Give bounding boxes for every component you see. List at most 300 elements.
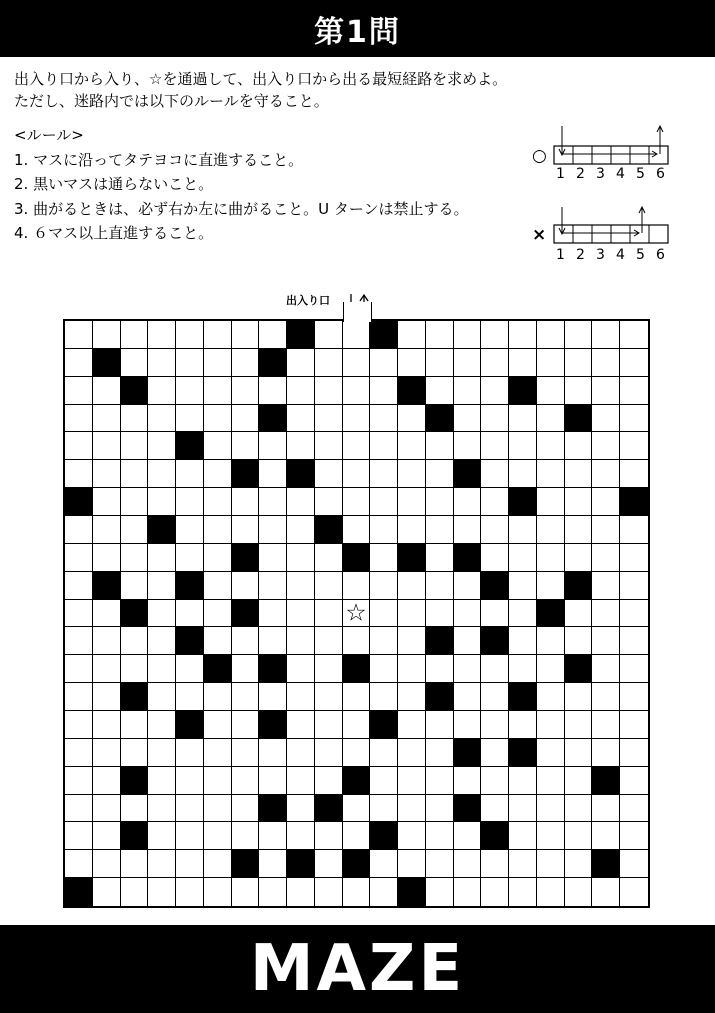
maze-cell[interactable]: [370, 600, 398, 628]
maze-cell[interactable]: [620, 516, 648, 544]
maze-cell[interactable]: [620, 627, 648, 655]
maze-cell[interactable]: [426, 377, 454, 405]
maze-cell[interactable]: [509, 544, 537, 572]
maze-cell[interactable]: [204, 460, 232, 488]
maze-cell[interactable]: [232, 432, 260, 460]
maze-cell[interactable]: [65, 711, 93, 739]
maze-cell[interactable]: [398, 711, 426, 739]
maze-cell[interactable]: [343, 349, 371, 377]
maze-cell[interactable]: [565, 600, 593, 628]
maze-cell[interactable]: [398, 572, 426, 600]
maze-cell[interactable]: [592, 572, 620, 600]
maze-cell[interactable]: [537, 878, 565, 906]
maze-cell[interactable]: [370, 850, 398, 878]
maze-cell[interactable]: [65, 795, 93, 823]
maze-cell[interactable]: [287, 544, 315, 572]
maze-cell[interactable]: [426, 432, 454, 460]
maze-cell[interactable]: [343, 377, 371, 405]
maze-cell[interactable]: [592, 432, 620, 460]
maze-cell[interactable]: [232, 878, 260, 906]
maze-cell[interactable]: [454, 488, 482, 516]
maze-cell[interactable]: [398, 488, 426, 516]
maze-cell[interactable]: [454, 349, 482, 377]
maze-cell[interactable]: [315, 627, 343, 655]
maze-cell[interactable]: [287, 572, 315, 600]
maze-cell[interactable]: [370, 516, 398, 544]
maze-cell[interactable]: [509, 627, 537, 655]
maze-cell[interactable]: [65, 516, 93, 544]
maze-cell[interactable]: [370, 405, 398, 433]
maze-cell[interactable]: [232, 822, 260, 850]
maze-cell[interactable]: [592, 683, 620, 711]
maze-cell[interactable]: [565, 627, 593, 655]
maze-cell[interactable]: [65, 683, 93, 711]
maze-cell[interactable]: [537, 655, 565, 683]
maze-cell[interactable]: [315, 544, 343, 572]
maze-cell[interactable]: [592, 627, 620, 655]
maze-cell[interactable]: [481, 739, 509, 767]
maze-cell[interactable]: [426, 349, 454, 377]
maze-cell[interactable]: [176, 321, 204, 349]
maze-cell[interactable]: [93, 739, 121, 767]
maze-cell[interactable]: [65, 600, 93, 628]
maze-cell[interactable]: [565, 683, 593, 711]
maze-cell[interactable]: [481, 516, 509, 544]
maze-cell[interactable]: [454, 850, 482, 878]
maze-cell[interactable]: [343, 822, 371, 850]
maze-cell[interactable]: [370, 572, 398, 600]
maze-cell[interactable]: [370, 460, 398, 488]
maze-cell[interactable]: [121, 739, 149, 767]
maze-cell[interactable]: [287, 349, 315, 377]
maze-cell[interactable]: [426, 516, 454, 544]
maze-cell[interactable]: [537, 627, 565, 655]
maze-cell[interactable]: [287, 878, 315, 906]
maze-cell[interactable]: [204, 767, 232, 795]
maze-cell[interactable]: [65, 460, 93, 488]
maze-cell[interactable]: [620, 878, 648, 906]
maze-cell[interactable]: [398, 432, 426, 460]
maze-cell[interactable]: [121, 405, 149, 433]
maze-cell[interactable]: [370, 544, 398, 572]
maze-cell[interactable]: [481, 377, 509, 405]
maze-cell[interactable]: [315, 850, 343, 878]
maze-cell[interactable]: [509, 460, 537, 488]
maze-cell[interactable]: [592, 488, 620, 516]
maze-cell[interactable]: [148, 544, 176, 572]
maze-cell[interactable]: [259, 432, 287, 460]
maze-cell[interactable]: [287, 822, 315, 850]
maze-cell[interactable]: [481, 767, 509, 795]
maze-cell[interactable]: [509, 655, 537, 683]
maze-cell[interactable]: [592, 349, 620, 377]
maze-cell[interactable]: [537, 460, 565, 488]
maze-cell[interactable]: [204, 795, 232, 823]
maze-cell[interactable]: [204, 488, 232, 516]
maze-cell[interactable]: [287, 739, 315, 767]
maze-cell[interactable]: [509, 349, 537, 377]
maze-cell[interactable]: [481, 878, 509, 906]
maze-cell[interactable]: [565, 878, 593, 906]
maze-cell[interactable]: [315, 739, 343, 767]
maze-cell[interactable]: [93, 377, 121, 405]
maze-cell[interactable]: [343, 600, 371, 628]
maze-cell[interactable]: [259, 822, 287, 850]
maze-cell[interactable]: [565, 767, 593, 795]
maze-cell[interactable]: [93, 321, 121, 349]
maze-cell[interactable]: [176, 822, 204, 850]
maze-cell[interactable]: [287, 683, 315, 711]
maze-cell[interactable]: [176, 516, 204, 544]
maze-cell[interactable]: [259, 627, 287, 655]
maze-cell[interactable]: [426, 321, 454, 349]
maze-cell[interactable]: [93, 822, 121, 850]
maze-cell[interactable]: [287, 711, 315, 739]
maze-cell[interactable]: [565, 349, 593, 377]
maze-cell[interactable]: [93, 850, 121, 878]
maze-cell[interactable]: [232, 739, 260, 767]
maze-cell[interactable]: [426, 822, 454, 850]
maze-cell[interactable]: [592, 655, 620, 683]
maze-cell[interactable]: [121, 349, 149, 377]
maze-cell[interactable]: [287, 432, 315, 460]
maze-cell[interactable]: [176, 655, 204, 683]
maze-cell[interactable]: [121, 627, 149, 655]
maze-cell[interactable]: [454, 432, 482, 460]
maze-cell[interactable]: [65, 349, 93, 377]
maze-cell[interactable]: [148, 850, 176, 878]
maze-cell[interactable]: [204, 627, 232, 655]
maze-cell[interactable]: [259, 516, 287, 544]
maze-cell[interactable]: [398, 405, 426, 433]
maze-cell[interactable]: [620, 321, 648, 349]
maze-cell[interactable]: [398, 850, 426, 878]
maze-cell[interactable]: [121, 488, 149, 516]
maze-cell[interactable]: [121, 321, 149, 349]
maze-cell[interactable]: [454, 683, 482, 711]
maze-cell[interactable]: [537, 516, 565, 544]
maze-cell[interactable]: [509, 850, 537, 878]
maze-cell[interactable]: [537, 711, 565, 739]
maze-cell[interactable]: [343, 795, 371, 823]
maze-cell[interactable]: [176, 405, 204, 433]
maze-cell[interactable]: [148, 767, 176, 795]
maze-cell[interactable]: [398, 795, 426, 823]
maze-cell[interactable]: [565, 460, 593, 488]
maze-cell[interactable]: [370, 627, 398, 655]
maze-cell[interactable]: [620, 850, 648, 878]
maze-cell[interactable]: [93, 460, 121, 488]
maze-cell[interactable]: [93, 795, 121, 823]
maze-cell[interactable]: [426, 460, 454, 488]
maze-cell[interactable]: [398, 627, 426, 655]
maze-cell[interactable]: [204, 739, 232, 767]
maze-cell[interactable]: [259, 488, 287, 516]
maze-cell[interactable]: [259, 600, 287, 628]
maze-cell[interactable]: [565, 321, 593, 349]
maze-cell[interactable]: [121, 572, 149, 600]
maze-cell[interactable]: [592, 460, 620, 488]
maze-cell[interactable]: [481, 711, 509, 739]
maze-cell[interactable]: [509, 767, 537, 795]
maze-cell[interactable]: [232, 655, 260, 683]
maze-cell[interactable]: [454, 405, 482, 433]
maze-cell[interactable]: [259, 850, 287, 878]
maze-cell[interactable]: [398, 683, 426, 711]
maze-cell[interactable]: [204, 600, 232, 628]
maze-cell[interactable]: [232, 321, 260, 349]
maze-cell[interactable]: [93, 544, 121, 572]
maze-cell[interactable]: [398, 321, 426, 349]
maze-cell[interactable]: [148, 683, 176, 711]
maze-cell[interactable]: [370, 683, 398, 711]
maze-cell[interactable]: [65, 572, 93, 600]
maze-cell[interactable]: [537, 544, 565, 572]
maze-cell[interactable]: [65, 405, 93, 433]
maze-cell[interactable]: [454, 377, 482, 405]
maze-cell[interactable]: [565, 822, 593, 850]
maze-cell[interactable]: [565, 377, 593, 405]
maze-cell[interactable]: [426, 600, 454, 628]
maze-cell[interactable]: [565, 544, 593, 572]
maze-cell[interactable]: [537, 572, 565, 600]
maze-cell[interactable]: [287, 655, 315, 683]
maze-cell[interactable]: [370, 795, 398, 823]
maze-cell[interactable]: [65, 432, 93, 460]
maze-cell[interactable]: [315, 377, 343, 405]
maze-cell[interactable]: [343, 711, 371, 739]
maze-cell[interactable]: [620, 572, 648, 600]
maze-cell[interactable]: [565, 795, 593, 823]
maze-cell[interactable]: [204, 432, 232, 460]
maze-cell[interactable]: [287, 488, 315, 516]
maze-cell[interactable]: [176, 377, 204, 405]
maze-cell[interactable]: [509, 432, 537, 460]
maze-cell[interactable]: [204, 572, 232, 600]
maze-cell[interactable]: [121, 878, 149, 906]
maze-cell[interactable]: [481, 544, 509, 572]
maze-cell[interactable]: [481, 600, 509, 628]
maze-cell[interactable]: [565, 432, 593, 460]
maze-cell[interactable]: [148, 878, 176, 906]
maze-cell[interactable]: [287, 627, 315, 655]
maze-cell[interactable]: [176, 850, 204, 878]
maze-cell[interactable]: [426, 711, 454, 739]
maze-cell[interactable]: [121, 711, 149, 739]
maze-cell[interactable]: [426, 767, 454, 795]
maze-cell[interactable]: [620, 349, 648, 377]
maze-cell[interactable]: [148, 711, 176, 739]
maze-cell[interactable]: [343, 460, 371, 488]
maze-cell[interactable]: [592, 822, 620, 850]
maze-cell[interactable]: [148, 572, 176, 600]
maze-cell[interactable]: [509, 878, 537, 906]
maze-cell[interactable]: [121, 850, 149, 878]
maze-cell[interactable]: [537, 739, 565, 767]
maze-cell[interactable]: [121, 460, 149, 488]
maze-cell[interactable]: [481, 795, 509, 823]
maze-cell[interactable]: [148, 460, 176, 488]
maze-cell[interactable]: [454, 572, 482, 600]
maze-cell[interactable]: [287, 516, 315, 544]
maze-cell[interactable]: [315, 460, 343, 488]
maze-cell[interactable]: [592, 405, 620, 433]
maze-cell[interactable]: [148, 488, 176, 516]
maze-cell[interactable]: [232, 377, 260, 405]
maze-cell[interactable]: [426, 795, 454, 823]
maze-cell[interactable]: [148, 739, 176, 767]
maze-cell[interactable]: [481, 488, 509, 516]
maze-cell[interactable]: [287, 767, 315, 795]
maze-cell[interactable]: [592, 711, 620, 739]
maze-cell[interactable]: [232, 711, 260, 739]
maze-cell[interactable]: [620, 460, 648, 488]
maze-cell[interactable]: [454, 600, 482, 628]
maze-cell[interactable]: [537, 822, 565, 850]
maze-cell[interactable]: [65, 739, 93, 767]
maze-cell[interactable]: [537, 767, 565, 795]
maze-cell[interactable]: [93, 878, 121, 906]
maze-cell[interactable]: [93, 432, 121, 460]
maze-cell[interactable]: [481, 850, 509, 878]
maze-cell[interactable]: [287, 405, 315, 433]
maze-cell[interactable]: [343, 627, 371, 655]
maze-cell[interactable]: [315, 349, 343, 377]
maze-cell[interactable]: [148, 349, 176, 377]
maze-cell[interactable]: [454, 655, 482, 683]
maze-cell[interactable]: [232, 795, 260, 823]
maze-cell[interactable]: [176, 767, 204, 795]
maze-cell[interactable]: [343, 516, 371, 544]
maze-cell[interactable]: [65, 767, 93, 795]
maze-cell[interactable]: [620, 822, 648, 850]
maze-cell[interactable]: [315, 405, 343, 433]
maze-cell[interactable]: [315, 432, 343, 460]
maze-cell[interactable]: [481, 405, 509, 433]
maze-cell[interactable]: [509, 600, 537, 628]
maze-cell[interactable]: [204, 822, 232, 850]
maze-cell[interactable]: [232, 627, 260, 655]
maze-cell[interactable]: [259, 572, 287, 600]
maze-cell[interactable]: [426, 655, 454, 683]
maze-cell[interactable]: [65, 544, 93, 572]
maze-cell[interactable]: [398, 739, 426, 767]
maze-cell[interactable]: [370, 432, 398, 460]
maze-cell[interactable]: [148, 655, 176, 683]
maze-cell[interactable]: [537, 377, 565, 405]
maze-cell[interactable]: [93, 627, 121, 655]
maze-cell[interactable]: [620, 711, 648, 739]
maze-cell[interactable]: [537, 795, 565, 823]
maze-cell[interactable]: [370, 739, 398, 767]
maze-cell[interactable]: [176, 795, 204, 823]
maze-cell[interactable]: [343, 488, 371, 516]
maze-cell[interactable]: [620, 795, 648, 823]
maze-cell[interactable]: [204, 321, 232, 349]
maze-cell[interactable]: [620, 767, 648, 795]
maze-cell[interactable]: [426, 850, 454, 878]
maze-cell[interactable]: [315, 683, 343, 711]
maze-cell[interactable]: [315, 711, 343, 739]
maze-cell[interactable]: [537, 432, 565, 460]
maze-cell[interactable]: [565, 850, 593, 878]
maze-cell[interactable]: [509, 711, 537, 739]
maze-cell[interactable]: [315, 822, 343, 850]
maze-cell[interactable]: [343, 739, 371, 767]
maze-cell[interactable]: [370, 377, 398, 405]
maze-cell[interactable]: [315, 321, 343, 349]
maze-cell[interactable]: [259, 739, 287, 767]
maze-cell[interactable]: [315, 878, 343, 906]
maze-cell[interactable]: [148, 600, 176, 628]
maze-cell[interactable]: [65, 655, 93, 683]
maze-cell[interactable]: [232, 488, 260, 516]
maze-cell[interactable]: [121, 795, 149, 823]
maze-cell[interactable]: [620, 432, 648, 460]
maze-cell[interactable]: [93, 600, 121, 628]
maze-cell[interactable]: [509, 822, 537, 850]
maze-cell[interactable]: [343, 878, 371, 906]
maze-cell[interactable]: [315, 767, 343, 795]
maze-cell[interactable]: [315, 572, 343, 600]
maze-cell[interactable]: [398, 655, 426, 683]
maze-cell[interactable]: [232, 572, 260, 600]
maze-cell[interactable]: [481, 683, 509, 711]
maze-cell[interactable]: [287, 795, 315, 823]
maze-cell[interactable]: [343, 683, 371, 711]
maze-cell[interactable]: [204, 349, 232, 377]
maze-cell[interactable]: [509, 572, 537, 600]
maze-cell[interactable]: [315, 488, 343, 516]
maze-cell[interactable]: [343, 405, 371, 433]
maze-cell[interactable]: [398, 349, 426, 377]
maze-cell[interactable]: [93, 711, 121, 739]
maze-cell[interactable]: [343, 432, 371, 460]
maze-cell[interactable]: [148, 432, 176, 460]
maze-cell[interactable]: [620, 600, 648, 628]
maze-cell[interactable]: [454, 822, 482, 850]
maze-cell[interactable]: [176, 488, 204, 516]
maze-cell[interactable]: [592, 795, 620, 823]
maze-cell[interactable]: [481, 655, 509, 683]
maze-cell[interactable]: [121, 516, 149, 544]
maze-cell[interactable]: [259, 377, 287, 405]
maze-cell[interactable]: [620, 405, 648, 433]
maze-cell[interactable]: [204, 377, 232, 405]
maze-cell[interactable]: [481, 349, 509, 377]
maze-cell[interactable]: [398, 767, 426, 795]
maze-cell[interactable]: [259, 460, 287, 488]
maze-cell[interactable]: [148, 377, 176, 405]
maze-cell[interactable]: [370, 488, 398, 516]
maze-cell[interactable]: [232, 349, 260, 377]
maze-cell[interactable]: [259, 878, 287, 906]
maze-cell[interactable]: [176, 878, 204, 906]
maze-cell[interactable]: [426, 544, 454, 572]
maze-cell[interactable]: [93, 405, 121, 433]
maze-cell[interactable]: [481, 432, 509, 460]
maze-cell[interactable]: [204, 711, 232, 739]
maze-cell[interactable]: [592, 600, 620, 628]
maze-cell[interactable]: [620, 655, 648, 683]
maze-cell[interactable]: [343, 572, 371, 600]
maze-cell[interactable]: [620, 377, 648, 405]
maze-cell[interactable]: [481, 321, 509, 349]
maze-cell[interactable]: [204, 544, 232, 572]
maze-cell[interactable]: [204, 850, 232, 878]
maze-cell[interactable]: [537, 405, 565, 433]
maze-cell[interactable]: [315, 655, 343, 683]
